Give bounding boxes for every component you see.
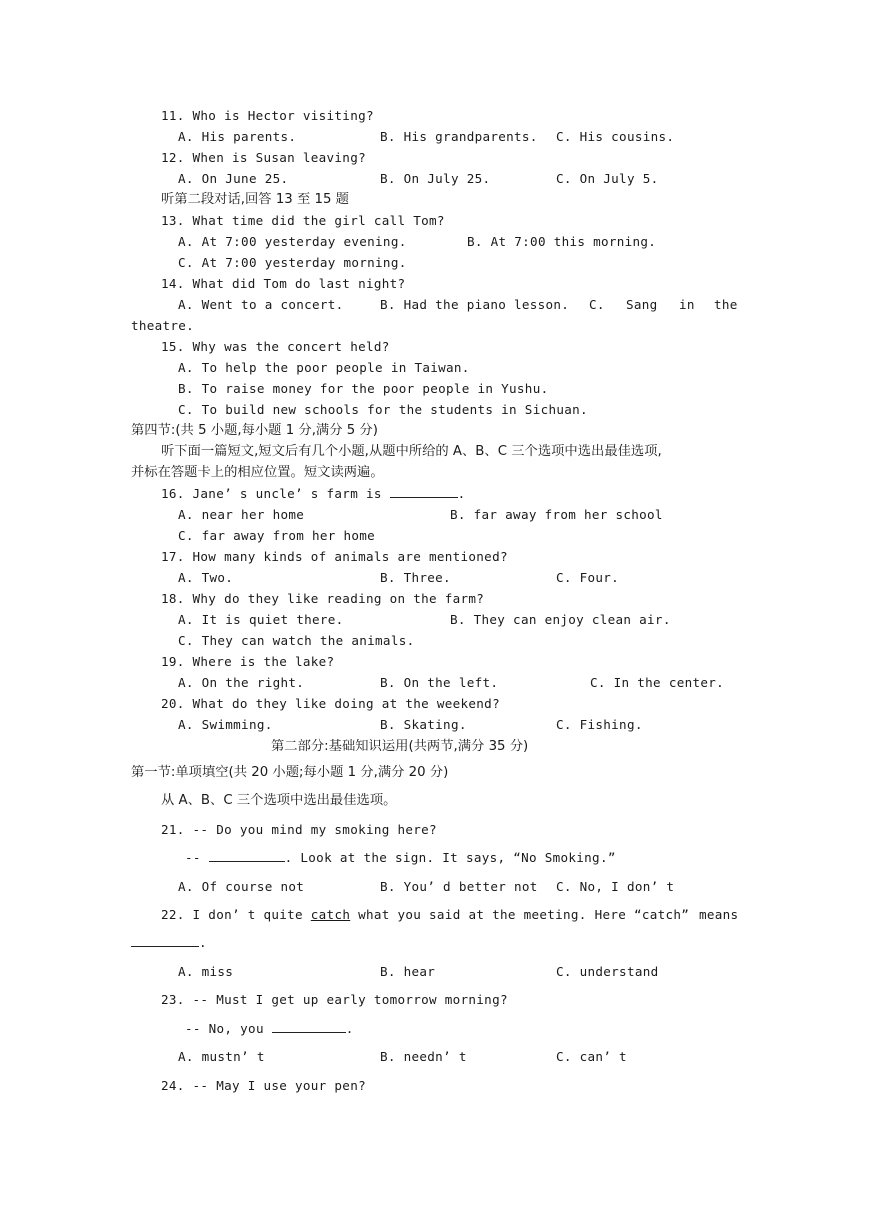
q23-option-b: B. needn’ t <box>380 1049 467 1064</box>
q11-option-a: A. His parents. <box>178 129 297 144</box>
q17-option-b: B. Three. <box>380 570 451 585</box>
q21-reply: -- . Look at the sign. It says, “No Smoking.” <box>185 850 616 865</box>
q12-stem: 12. When is Susan leaving? <box>161 150 366 165</box>
q23-option-a: A. mustn’ t <box>178 1049 265 1064</box>
q21-option-b: B. You’ d better not <box>380 879 538 894</box>
q17-option-c: C. Four. <box>556 570 620 585</box>
q14-option-a: A. Went to a concert. <box>178 297 344 312</box>
q16-option-a: A. near her home <box>178 507 305 522</box>
q21-option-a: A. Of course not <box>178 879 305 894</box>
q20-stem: 20. What do they like doing at the weekend? <box>161 696 500 711</box>
q19-option-c: C. In the center. <box>590 675 724 690</box>
section4-title: 第四节:(共 5 小题,每小题 1 分,满分 5 分) <box>131 423 378 438</box>
q18-option-b: B. They can enjoy clean air. <box>450 612 671 627</box>
q15-stem: 15. Why was the concert held? <box>161 339 390 354</box>
q18-option-c: C. They can watch the animals. <box>178 633 415 648</box>
q16-blank <box>390 485 458 498</box>
q12-option-b: B. On July 25. <box>380 171 491 186</box>
q12-option-c: C. On July 5. <box>556 171 659 186</box>
section1-title: 第一节:单项填空(共 20 小题;每小题 1 分,满分 20 分) <box>131 765 449 780</box>
q17-option-a: A. Two. <box>178 570 234 585</box>
q14-option-c-word2: in <box>679 297 695 312</box>
q22-option-b: B. hear <box>380 964 436 979</box>
q23-option-c: C. can’ t <box>556 1049 627 1064</box>
q24-stem: 24. -- May I use your pen? <box>161 1078 366 1093</box>
q13-option-a: A. At 7:00 yesterday evening. <box>178 234 407 249</box>
q15-option-b: B. To raise money for the poor people in Yushu. <box>178 381 549 396</box>
q15-option-a: A. To help the poor people in Taiwan. <box>178 360 470 375</box>
q23-reply: -- No, you . <box>185 1021 354 1036</box>
q12-option-a: A. On June 25. <box>178 171 289 186</box>
q20-option-c: C. Fishing. <box>556 717 643 732</box>
q14-option-c-word3: the <box>714 297 738 312</box>
q14-stem: 14. What did Tom do last night? <box>161 276 406 291</box>
q16-option-c: C. far away from her home <box>178 528 376 543</box>
section4-instruction-line2: 并标在答题卡上的相应位置。短文读两遍。 <box>131 465 384 480</box>
q15-option-c: C. To build new schools for the students in Sichuan. <box>178 402 588 417</box>
q22-means: means <box>699 907 739 922</box>
q16-option-b: B. far away from her school <box>450 507 663 522</box>
q20-option-b: B. Skating. <box>380 717 467 732</box>
q21-stem: 21. -- Do you mind my smoking here? <box>161 822 437 837</box>
q21-blank <box>209 849 285 862</box>
q19-option-b: B. On the left. <box>380 675 499 690</box>
q18-stem: 18. Why do they like reading on the farm? <box>161 591 485 606</box>
q11-option-c: C. His cousins. <box>556 129 675 144</box>
q23-stem: 23. -- Must I get up early tomorrow morning? <box>161 992 508 1007</box>
q18-option-a: A. It is quiet there. <box>178 612 344 627</box>
section4-instruction-line1: 听下面一篇短文,短文后有几个小题,从题中所给的 A、B、C 三个选项中选出最佳选项, <box>161 444 662 459</box>
q11-stem: 11. Who is Hector visiting? <box>161 108 374 123</box>
q19-stem: 19. Where is the lake? <box>161 654 335 669</box>
q20-option-a: A. Swimming. <box>178 717 273 732</box>
dialog2-intro: 听第二段对话,回答 13 至 15 题 <box>161 192 349 207</box>
q14-option-c-word1: Sang <box>626 297 658 312</box>
q22-blank-line: . <box>131 934 207 952</box>
part2-title: 第二部分:基础知识运用(共两节,满分 35 分) <box>271 739 529 754</box>
q22-option-a: A. miss <box>178 964 234 979</box>
q22-stem: 22. I don’ t quite catch what you said at the meeting. Here “catch” <box>161 907 690 922</box>
q22-underlined-word: catch <box>310 907 351 922</box>
q19-option-a: A. On the right. <box>178 675 305 690</box>
q22-blank <box>131 934 199 947</box>
q11-option-b: B. His grandparents. <box>380 129 538 144</box>
q13-option-b: B. At 7:00 this morning. <box>467 234 657 249</box>
q14-option-c-cont: theatre. <box>131 318 195 333</box>
q14-option-c-letter: C. <box>589 297 605 312</box>
q22-option-c: C. understand <box>556 964 659 979</box>
q16-stem: 16. Jane’ s uncle’ s farm is . <box>161 486 466 501</box>
section1-instruction: 从 A、B、C 三个选项中选出最佳选项。 <box>161 793 397 808</box>
q13-stem: 13. What time did the girl call Tom? <box>161 213 445 228</box>
q23-blank <box>272 1020 346 1033</box>
q21-option-c: C. No, I don’ t <box>556 879 675 894</box>
q14-option-b: B. Had the piano lesson. <box>380 297 570 312</box>
q13-option-c: C. At 7:00 yesterday morning. <box>178 255 407 270</box>
q17-stem: 17. How many kinds of animals are mentioned? <box>161 549 508 564</box>
